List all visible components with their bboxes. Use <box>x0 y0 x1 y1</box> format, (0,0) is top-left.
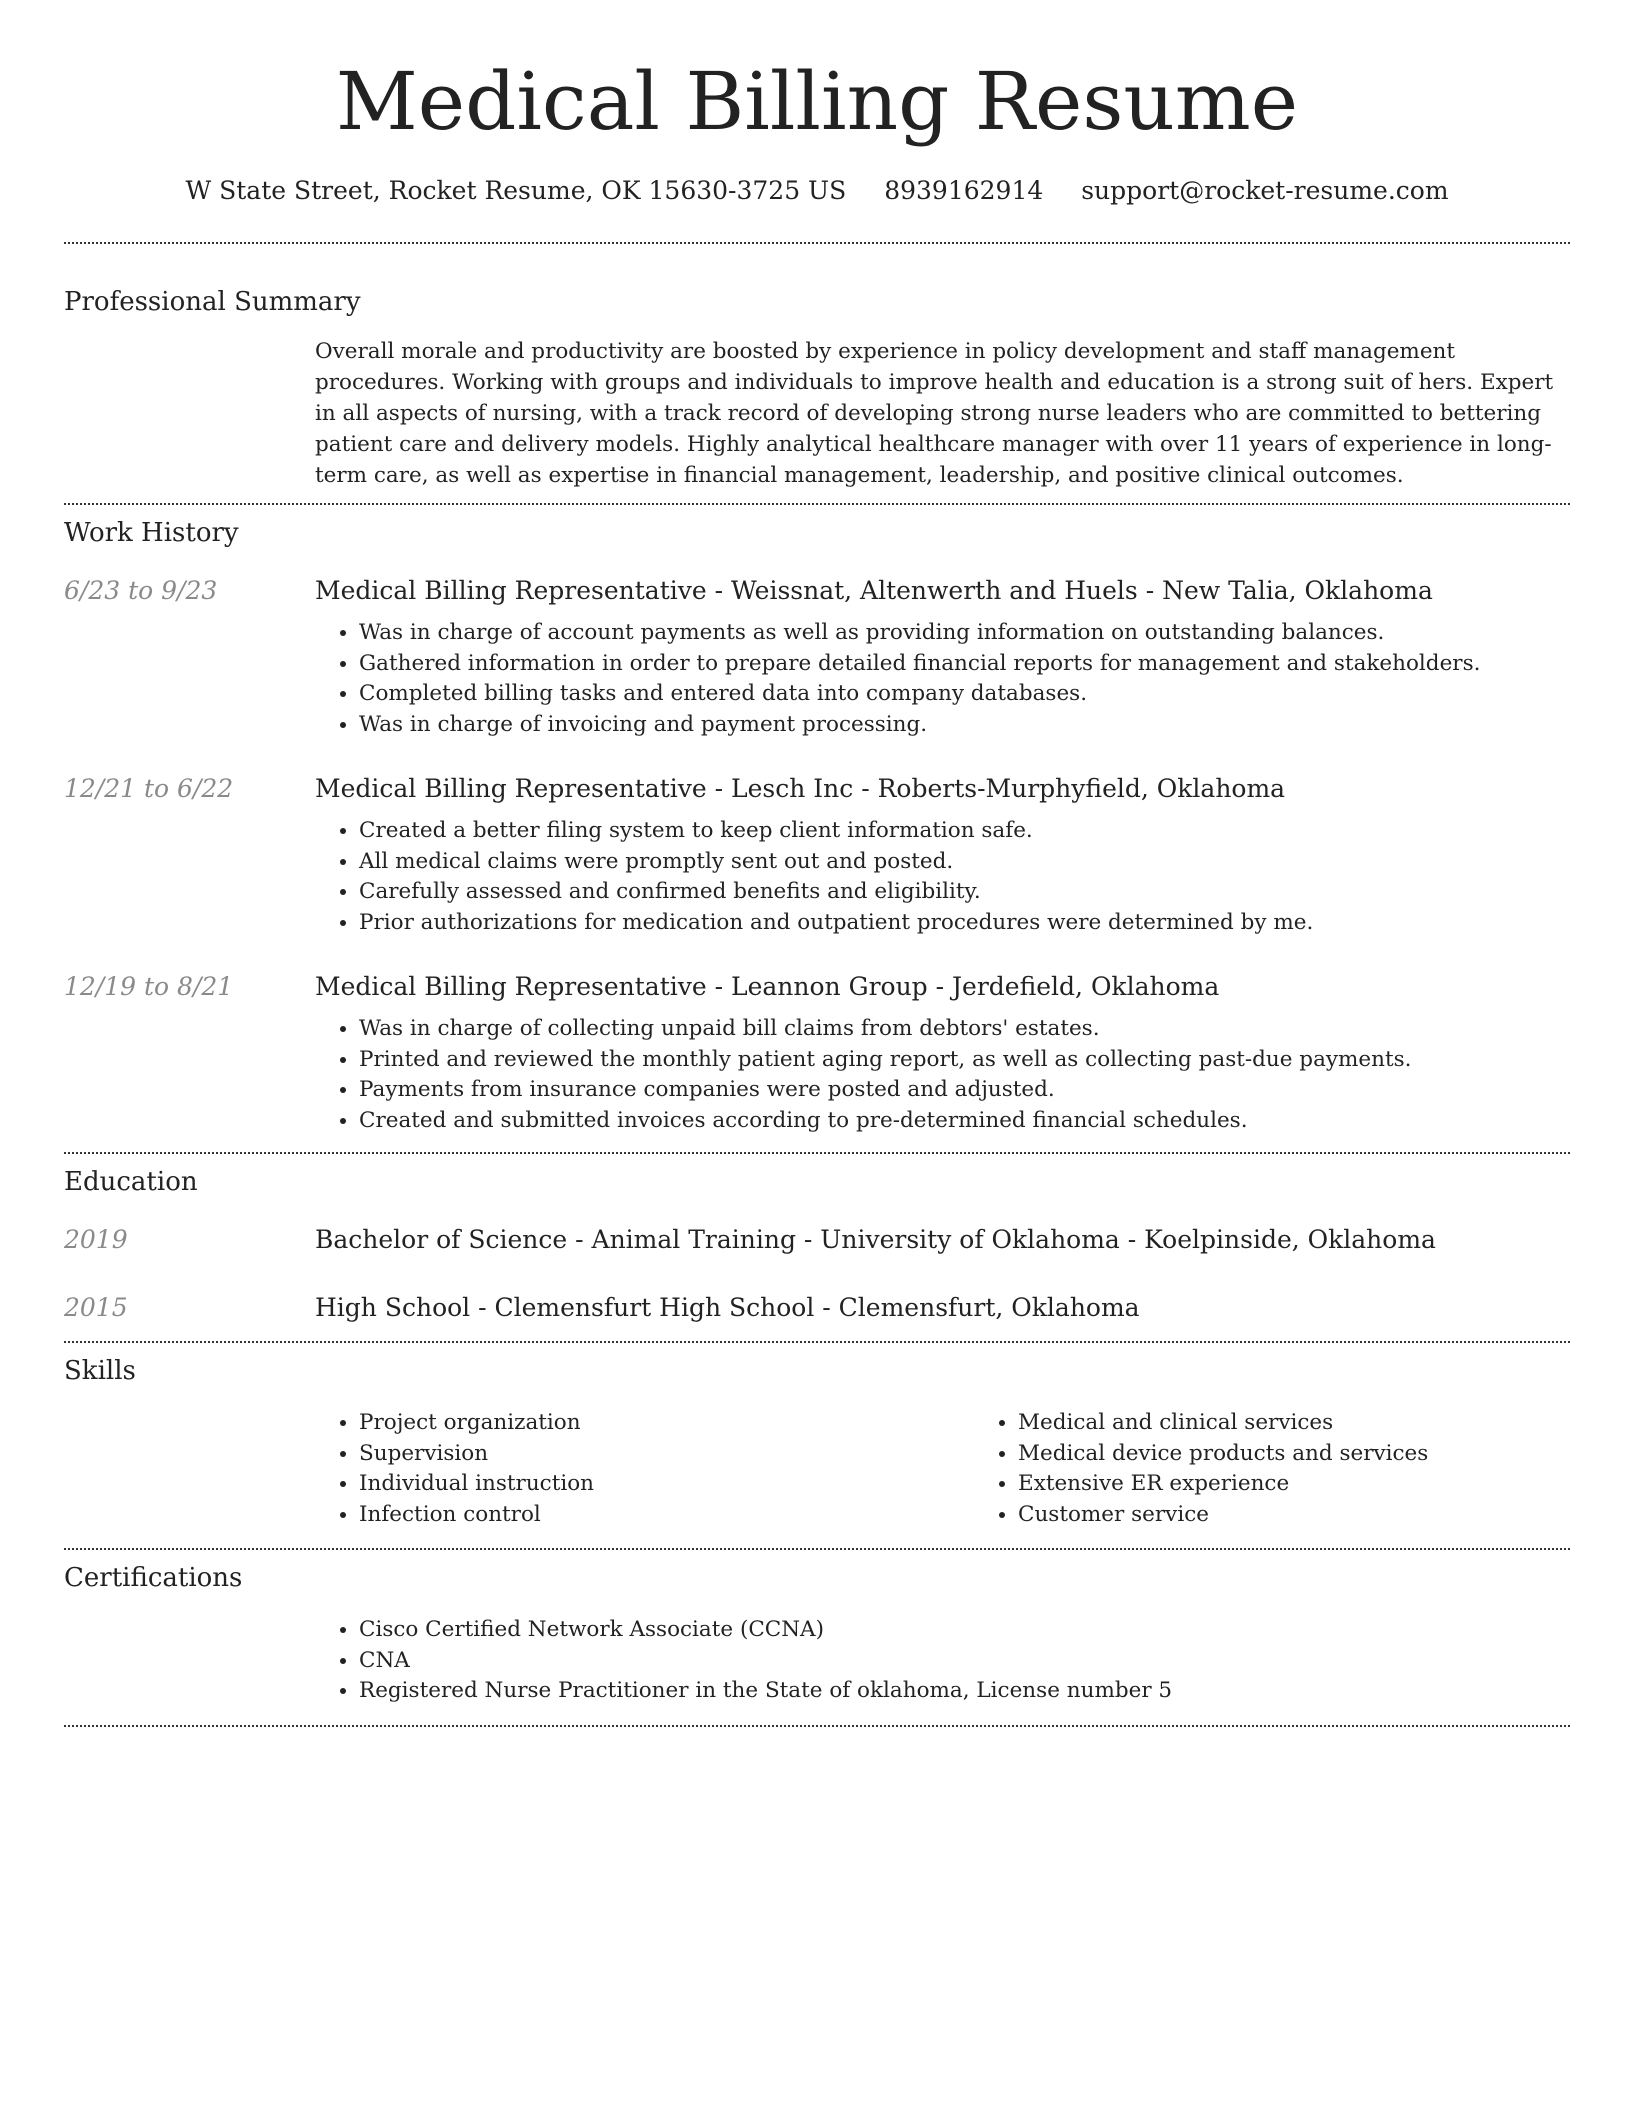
divider <box>64 1725 1570 1727</box>
job-title: Medical Billing Representative - Weissnat, Altenwerth and Huels - New Talia, Oklahoma <box>315 576 1433 605</box>
contact-address: W State Street, Rocket Resume, OK 15630-3725 US <box>185 176 847 205</box>
list-item: • Infection control <box>359 1500 974 1531</box>
education-year: 2019 <box>64 1225 128 1254</box>
skills-heading: Skills <box>64 1356 136 1386</box>
list-item: • Completed billing tasks and entered data into company databases. <box>359 679 1570 710</box>
job-entry <box>64 574 1570 740</box>
divider <box>64 1152 1570 1154</box>
list-item: • Created a better filing system to keep client information safe. <box>359 816 1570 847</box>
skills-row <box>64 1408 1570 1530</box>
list-item: • Extensive ER experience <box>1018 1469 1632 1500</box>
skills-list-left <box>315 1408 974 1530</box>
list-item: • Individual instruction <box>359 1469 974 1500</box>
list-item: • Customer service <box>1018 1500 1632 1531</box>
education-text: High School - Clemensfurt High School - Clemensfurt, Oklahoma <box>315 1293 1140 1322</box>
list-item: • Payments from insurance companies were posted and adjusted. <box>359 1075 1570 1106</box>
job-entry <box>64 970 1570 1136</box>
education-entry <box>64 1223 1570 1257</box>
job-entry <box>64 772 1570 938</box>
list-item: • Was in charge of collecting unpaid bill claims from debtors' estates. <box>359 1014 1570 1045</box>
job-dates: 12/19 to 8/21 <box>64 972 234 1001</box>
list-item: • Was in charge of account payments as well as providing information on outstanding balances. <box>359 618 1570 649</box>
divider <box>64 1548 1570 1550</box>
list-item: • Medical and clinical services <box>1018 1408 1632 1439</box>
job-dates: 6/23 to 9/23 <box>64 576 218 605</box>
summary-row <box>64 336 1570 491</box>
certifications-heading: Certifications <box>64 1563 243 1593</box>
work-history-heading: Work History <box>64 518 239 548</box>
divider <box>64 1341 1570 1343</box>
contact-email: support@rocket-resume.com <box>1081 176 1449 205</box>
job-title: Medical Billing Representative - Lesch Inc - Roberts-Murphyfield, Oklahoma <box>315 774 1286 803</box>
list-item: • Registered Nurse Practitioner in the State of oklahoma, License number 5 <box>359 1676 1570 1707</box>
list-item: • All medical claims were promptly sent out and posted. <box>359 847 1570 878</box>
list-item: • Was in charge of invoicing and payment processing. <box>359 710 1570 741</box>
summary-text: Overall morale and productivity are boosted by experience in policy development and staff management procedures. Working with groups and individuals to improve health and education is a strong suit of hers. Expert in all aspects of nursing, with a track record of developing strong nurse leaders who are committed to bettering patient care and delivery models. Highly analytical healthcare manager with over 11 years of experience in long-term care, as well as expertise in financial management, leadership, and positive clinical outcomes. <box>315 339 1554 488</box>
list-item: • Carefully assessed and confirmed benefits and eligibility. <box>359 877 1570 908</box>
summary-heading: Professional Summary <box>64 287 361 317</box>
list-item: • Medical device products and services <box>1018 1439 1632 1470</box>
list-item: • Cisco Certified Network Associate (CCNA) <box>359 1615 1570 1646</box>
resume-content <box>64 0 1570 1727</box>
contact-line <box>64 174 1570 208</box>
job-dates: 12/21 to 6/22 <box>64 774 234 803</box>
resume-title: Medical Billing Resume <box>335 55 1299 148</box>
job-bullets <box>315 618 1570 740</box>
divider <box>64 242 1570 244</box>
list-item: • Printed and reviewed the monthly patient aging report, as well as collecting past-due payments. <box>359 1045 1570 1076</box>
certifications-row <box>64 1615 1570 1707</box>
list-item: • CNA <box>359 1646 1570 1677</box>
education-text: Bachelor of Science - Animal Training - University of Oklahoma - Koelpinside, Oklahoma <box>315 1225 1436 1254</box>
education-year: 2015 <box>64 1293 128 1322</box>
list-item: • Gathered information in order to prepare detailed financial reports for management and stakeholders. <box>359 649 1570 680</box>
divider <box>64 503 1570 505</box>
list-item: • Created and submitted invoices according to pre-determined financial schedules. <box>359 1106 1570 1137</box>
education-heading: Education <box>64 1167 198 1197</box>
skills-list-right <box>974 1408 1632 1530</box>
list-item: • Supervision <box>359 1439 974 1470</box>
list-item: • Project organization <box>359 1408 974 1439</box>
education-entry <box>64 1291 1570 1325</box>
certifications-list <box>315 1615 1570 1707</box>
list-item: • Prior authorizations for medication and outpatient procedures were determined by me. <box>359 908 1570 939</box>
contact-phone: 8939162914 <box>884 176 1044 205</box>
job-title: Medical Billing Representative - Leannon Group - Jerdefield, Oklahoma <box>315 972 1220 1001</box>
job-bullets <box>315 816 1570 938</box>
job-bullets <box>315 1014 1570 1136</box>
